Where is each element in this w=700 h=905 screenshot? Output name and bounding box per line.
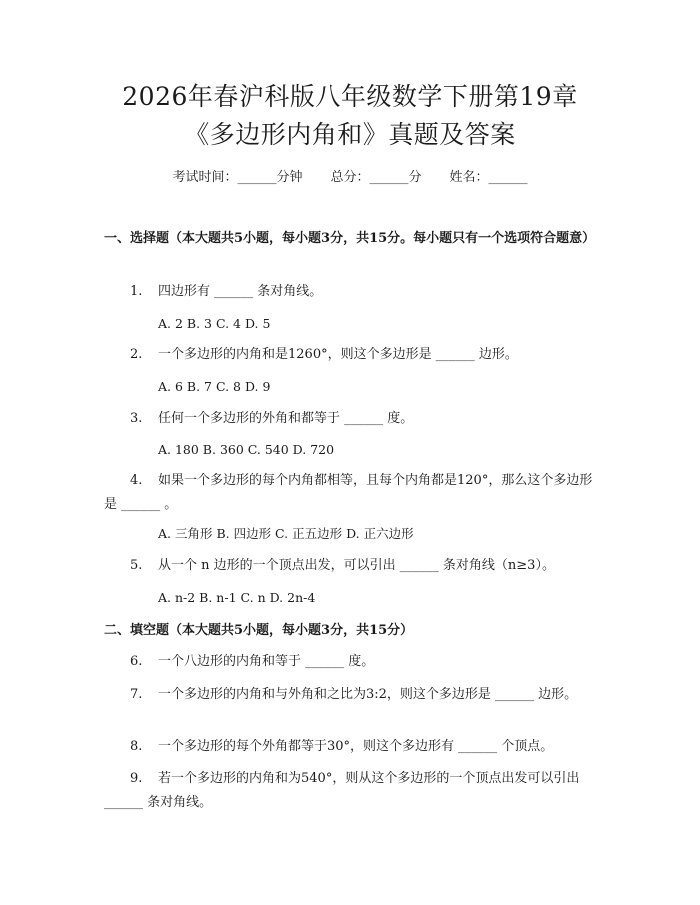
question-text: 四边形有 ______ 条对角线。 [158,284,323,299]
question-text: 一个八边形的内角和等于 ______ 度。 [158,654,375,669]
document-title-line1: 2026年春沪科版八年级数学下册第19章 [122,82,578,111]
question-7 [104,683,604,707]
total-score-field: 总分：______分 [330,170,422,185]
question-text: 一个多边形的内角和与外角和之比为3:2，则这个多边形是 ______ 边形。 [158,687,578,702]
question-number: 3. [130,411,143,426]
question-number: 4. [130,473,143,488]
question-2 [104,343,604,367]
question-text: 一个多边形的内角和是1260°，则这个多边形是 ______ 边形。 [158,347,518,362]
question-number: 5. [130,558,143,573]
question-5-options: A. n-2 B. n-1 C. n D. 2n-4 [158,590,316,605]
question-5 [104,554,604,578]
exam-meta-line [0,169,700,187]
exam-time-field: 考试时间：______分钟 [172,170,303,185]
question-4-options: A. 三角形 B. 四边形 C. 正五边形 D. 正六边形 [158,526,414,541]
question-text: 任何一个多边形的外角和都等于 ______ 度。 [158,411,414,426]
question-4 [104,469,604,517]
question-3 [104,407,604,431]
document-title-line2: 《多边形内角和》真题及答案 [184,120,516,149]
student-name-field: 姓名：______ [449,170,528,185]
question-1 [104,280,604,304]
question-number: 7. [130,687,143,702]
question-number: 8. [130,739,143,754]
question-8 [104,735,604,759]
question-1-options: A. 2 B. 3 C. 4 D. 5 [158,316,271,331]
question-text: 如果一个多边形的每个内角都相等，且每个内角都是120°，那么这个多边形是 ______ 。 [104,473,593,512]
question-number: 1. [130,284,143,299]
question-text: 若一个多边形的内角和为540°，则从这个多边形的一个顶点出发可以引出 ______ 条对角线。 [104,771,580,810]
question-2-options: A. 6 B. 7 C. 8 D. 9 [158,379,271,394]
question-number: 9. [130,771,143,786]
section-heading-choice: 一、选择题（本大题共5小题，每小题3分，共15分。每小题只有一个选项符合题意） [104,231,596,246]
question-6 [104,650,604,674]
question-number: 2. [130,347,143,362]
question-text: 从一个 n 边形的一个顶点出发，可以引出 ______ 条对角线（n≥3）。 [158,558,555,573]
question-number: 6. [130,654,143,669]
section-heading-fill: 二、填空题（本大题共5小题，每小题3分，共15分） [104,623,414,638]
question-text: 一个多边形的每个外角都等于30°，则这个多边形有 ______ 个顶点。 [158,739,554,754]
question-9 [104,767,604,815]
question-3-options: A. 180 B. 360 C. 540 D. 720 [158,442,335,457]
